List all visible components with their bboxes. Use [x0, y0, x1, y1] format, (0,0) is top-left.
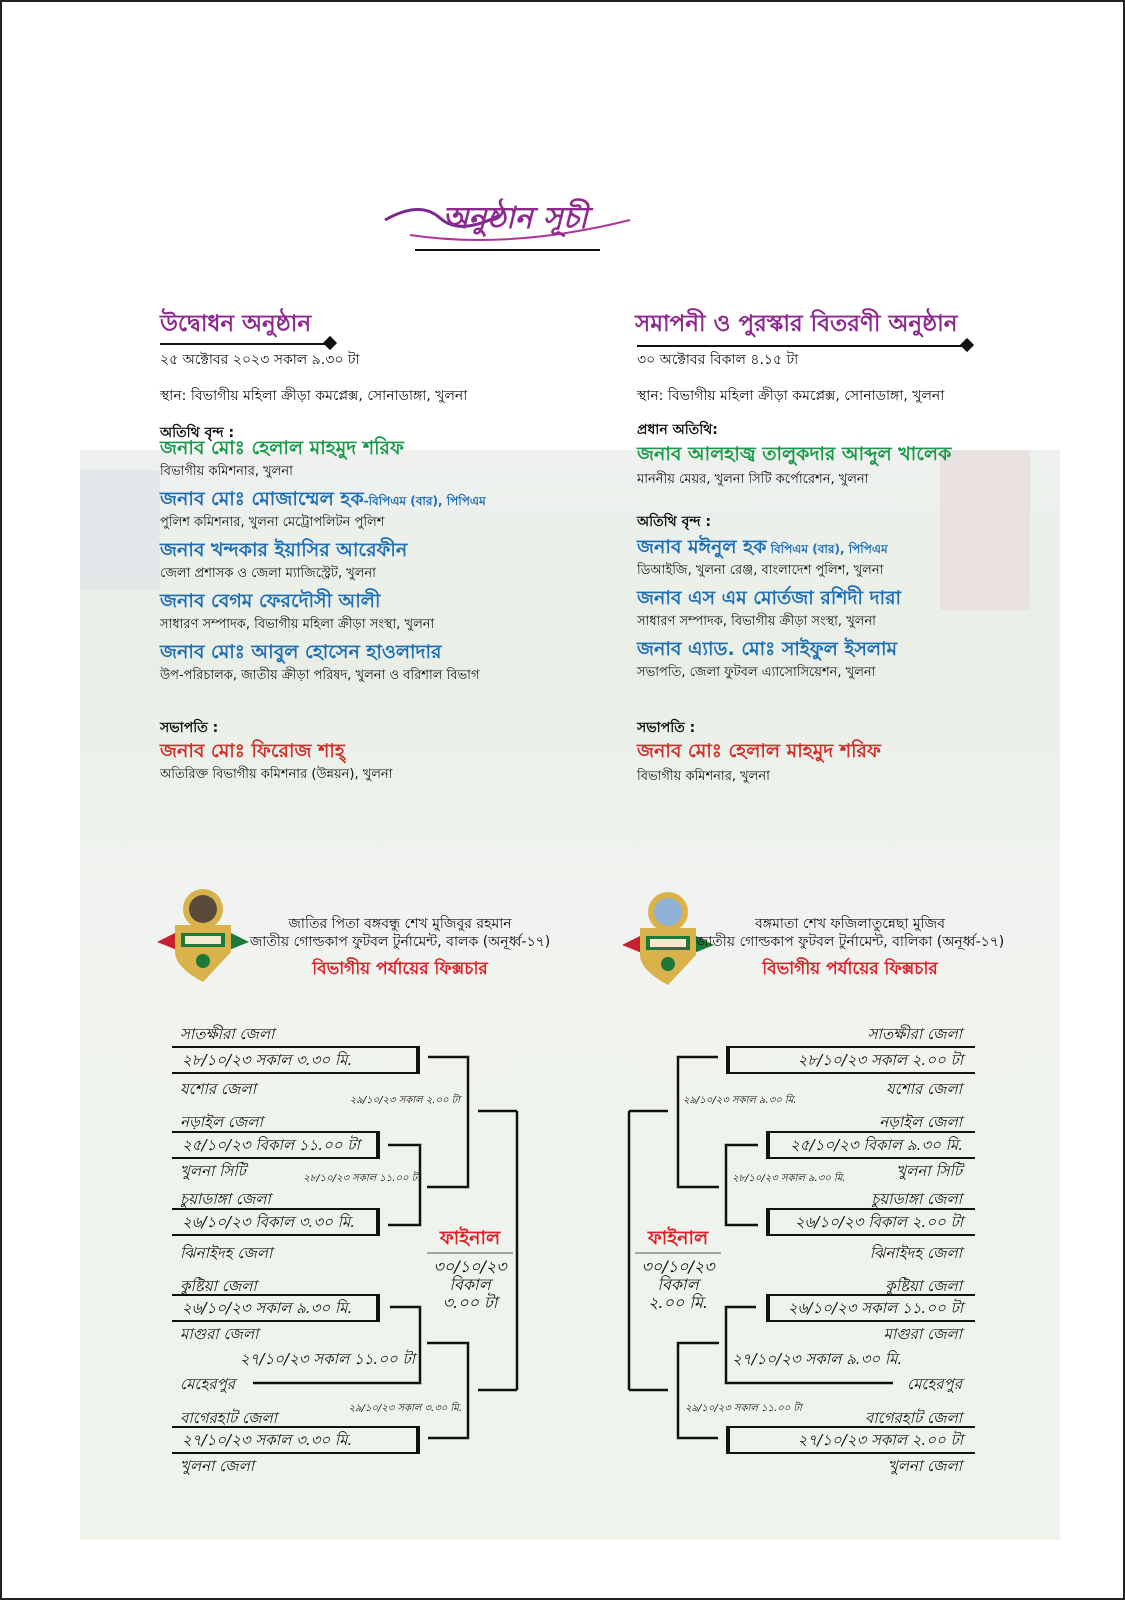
round-match-time: ২৯/১০/২৩ সকাল ৯.৩০ মি.: [683, 1095, 797, 1106]
match-box: ২৭/১০/২৩ সকাল ৩.৩০ মি.: [172, 1426, 420, 1454]
opening-chair-name: জনাব মোঃ ফিরোজ শাহ্: [160, 740, 345, 762]
match-box: ২৬/১০/২৩ বিকাল ২.০০ টা: [766, 1208, 975, 1236]
final-session: বিকাল: [657, 1275, 699, 1294]
closing-chief-role: মাননীয় মেয়র, খুলনা সিটি কর্পোরেশন, খুলনা: [637, 472, 869, 487]
team-name: চুয়াডাঙ্গা জেলা: [180, 1190, 271, 1208]
guest-role: ডিআইজি, খুলনা রেঞ্জ, বাংলাদেশ পুলিশ, খুলনা: [637, 563, 884, 578]
bracket-connector: [427, 1057, 468, 1187]
guest-name-text: জনাব খন্দকার ইয়াসির আরেফীন: [160, 539, 408, 561]
bracket-connector: [427, 1343, 468, 1438]
team-name: বাগেরহাট জেলা: [180, 1409, 278, 1427]
boys-header-line1: জাতির পিতা বঙ্গবন্ধু শেখ মুজিবুর রহমান: [288, 916, 512, 932]
team-name: যশোর জেলা: [886, 1080, 962, 1098]
final-time: ৩.০০ টা: [442, 1293, 498, 1312]
guest-name-text: জনাব এ্যাড. মোঃ সাইফুল ইসলাম: [637, 638, 898, 660]
closing-title: সমাপনী ও পুরস্কার বিতরণী অনুষ্ঠান: [635, 311, 958, 337]
match-box: ২৬/১০/২৩ সকাল ১১.০০ টা: [766, 1294, 975, 1322]
team-name: কুষ্টিয়া জেলা: [885, 1277, 962, 1295]
final-date: ৩০/১০/২৩: [641, 1257, 715, 1276]
boys-fixture-title: বিভাগীয় পর্যায়ের ফিক্সচার: [312, 959, 488, 979]
boys-header-line2: জাতীয় গোল্ডকাপ ফুটবল টুর্নামেন্ট, বালক (অনূর্ধ্ব-১৭): [249, 934, 551, 950]
program-title-text: অনুষ্ঠান সূচী: [442, 201, 588, 236]
match-box: ২৬/১০/২৩ সকাল ৯.৩০ মি.: [172, 1294, 380, 1322]
final-date: ৩০/১০/২৩: [433, 1257, 507, 1276]
closing-chief-label: প্রধান অতিথি:: [637, 422, 718, 438]
final-label: ফাইনাল: [647, 1227, 709, 1249]
closing-chair-role: বিভাগীয় কমিশনার, খুলনা: [637, 769, 770, 784]
guest-name-text: জনাব মঈনুল হক: [637, 536, 767, 558]
bye-match-time: ২৭/১০/২৩ সকাল ৯.৩০ মি.: [732, 1350, 903, 1368]
closing-chair-label: সভাপতি :: [637, 720, 696, 736]
bracket-connector: [678, 1057, 719, 1187]
bracket-connector: [678, 1343, 719, 1438]
team-name: কুষ্টিয়া জেলা: [180, 1277, 257, 1295]
team-name: সাতক্ষীরা জেলা: [867, 1025, 962, 1043]
round-match-time: ২৯/১০/২৩ সকাল ১১.০০ টা: [685, 1403, 802, 1414]
guest-title-suffix: -বিপিএম (বার), পিপিএম: [363, 494, 486, 508]
team-name: যশোর জেলা: [180, 1080, 256, 1098]
closing-chair-name: জনাব মোঃ হেলাল মাহমুদ শরিফ: [637, 740, 881, 762]
bye-match-time: ২৭/১০/২৩ সকাল ১১.০০ টা: [239, 1350, 415, 1368]
team-name: সাতক্ষীরা জেলা: [180, 1025, 275, 1043]
round-match-time: ২৮/১০/২৩ সকাল ১১.০০ টা: [303, 1173, 420, 1184]
guest-role: সাধারণ সম্পাদক, বিভাগীয় ক্রীড়া সংস্থা, খুলনা: [637, 614, 876, 629]
guest-name-text: জনাব মোঃ হেলাল মাহমুদ শরিফ: [160, 437, 404, 459]
guest-role: উপ-পরিচালক, জাতীয় ক্রীড়া পরিষদ, খুলনা ও বরিশাল বিভাগ: [160, 668, 480, 683]
team-name: মেহেরপুর: [906, 1375, 962, 1393]
team-name: চুয়াডাঙ্গা জেলা: [871, 1190, 962, 1208]
guest-name-text: জনাব মোঃ মোজাম্মেল হক: [160, 488, 364, 510]
opening-venue: স্থান: বিভাগীয় মহিলা ক্রীড়া কমপ্লেক্স, সোনাডাঙ্গা, খুলনা: [160, 388, 468, 404]
guest-name-text: জনাব এস এম মোর্তজা রশিদী দারা: [637, 587, 902, 609]
match-box: ২৫/১০/২৩ বিকাল ৯.৩০ মি.: [766, 1131, 975, 1159]
match-box: ২৫/১০/২৩ বিকাল ১১.০০ টা: [172, 1131, 380, 1159]
final-time: ২.০০ মি.: [648, 1293, 708, 1312]
team-name: নড়াইল জেলা: [879, 1113, 962, 1131]
team-name: খুলনা সিটি: [180, 1162, 246, 1180]
team-name: ঝিনাইদহ জেলা: [180, 1244, 273, 1262]
opening-chair-label: সভাপতি :: [160, 720, 219, 736]
final-session: বিকাল: [449, 1275, 491, 1294]
guest-role: সাধারণ সম্পাদক, বিভাগীয় মহিলা ক্রীড়া সংস্থা, খুলনা: [160, 617, 435, 632]
guest-role: পুলিশ কমিশনার, খুলনা মেট্রোপলিটন পুলিশ: [160, 515, 385, 530]
team-name: খুলনা জেলা: [887, 1457, 962, 1475]
girls-header-line1: বঙ্গমাতা শেখ ফজিলাতুন্নেছা মুজিব: [755, 916, 945, 932]
closing-datetime: ৩০ অক্টোবর বিকাল ৪.১৫ টা: [637, 352, 799, 368]
opening-guests-label: অতিথি বৃন্দ :: [160, 425, 235, 441]
round-match-time: ২৯/১০/২৩ সকাল ৩.৩০ মি.: [348, 1403, 462, 1414]
team-name: খুলনা সিটি: [896, 1162, 962, 1180]
final-label: ফাইনাল: [439, 1227, 501, 1249]
girls-header-line2: জাতীয় গোল্ডকাপ ফুটবল টুর্নামেন্ট, বালিকা (অনূর্ধ্ব-১৭): [695, 934, 1005, 950]
team-name: নড়াইল জেলা: [180, 1113, 263, 1131]
team-name: ঝিনাইদহ জেলা: [869, 1244, 962, 1262]
team-name: মাগুরা জেলা: [180, 1325, 259, 1343]
opening-chair-role: অতিরিক্ত বিভাগীয় কমিশনার (উন্নয়ন), খুলনা: [160, 767, 393, 782]
match-box: ২৮/১০/২৩ সকাল ৩.৩০ মি.: [172, 1046, 420, 1074]
guest-name-text: জনাব বেগম ফেরদৌসী আলী: [160, 590, 381, 612]
match-box: ২৭/১০/২৩ সকাল ২.০০ টা: [726, 1426, 975, 1454]
guest-role: বিভাগীয় কমিশনার, খুলনা: [160, 464, 293, 479]
opening-datetime: ২৫ অক্টোবর ২০২৩ সকাল ৯.৩০ টা: [160, 352, 360, 368]
closing-guests-label: অতিথি বৃন্দ :: [637, 514, 712, 530]
team-name: মাগুরা জেলা: [883, 1325, 962, 1343]
match-box: ২৮/১০/২৩ সকাল ২.০০ টা: [726, 1046, 975, 1074]
match-box: ২৬/১০/২৩ বিকাল ৩.৩০ মি.: [172, 1208, 380, 1236]
girls-fixture-title: বিভাগীয় পর্যায়ের ফিক্সচার: [762, 959, 938, 979]
team-name: বাগেরহাট জেলা: [864, 1409, 962, 1427]
round-match-time: ২৮/১০/২৩ সকাল ৯.৩০ মি.: [732, 1173, 846, 1184]
closing-venue: স্থান: বিভাগীয় মহিলা ক্রীড়া কমপ্লেক্স, সোনাডাঙ্গা, খুলনা: [637, 388, 945, 404]
guest-name-text: জনাব মোঃ আবুল হোসেন হাওলাদার: [160, 641, 442, 663]
team-name: খুলনা জেলা: [180, 1457, 255, 1475]
guest-role: জেলা প্রশাসক ও জেলা ম্যাজিস্ট্রেট, খুলনা: [160, 566, 376, 581]
team-name: মেহেরপুর: [180, 1375, 236, 1393]
closing-chief-name: জনাব আলহাজ্ব তালুকদার আব্দুল খালেক: [637, 443, 952, 465]
round-match-time: ২৯/১০/২৩ সকাল ২.০০ টা: [349, 1095, 460, 1106]
guest-role: সভাপতি, জেলা ফুটবল এ্যাসোসিয়েশন, খুলনা: [637, 665, 876, 680]
guest-title-suffix: বিপিএম (বার), পিপিএম: [766, 542, 888, 556]
opening-title: উদ্বোধন অনুষ্ঠান: [160, 311, 312, 337]
